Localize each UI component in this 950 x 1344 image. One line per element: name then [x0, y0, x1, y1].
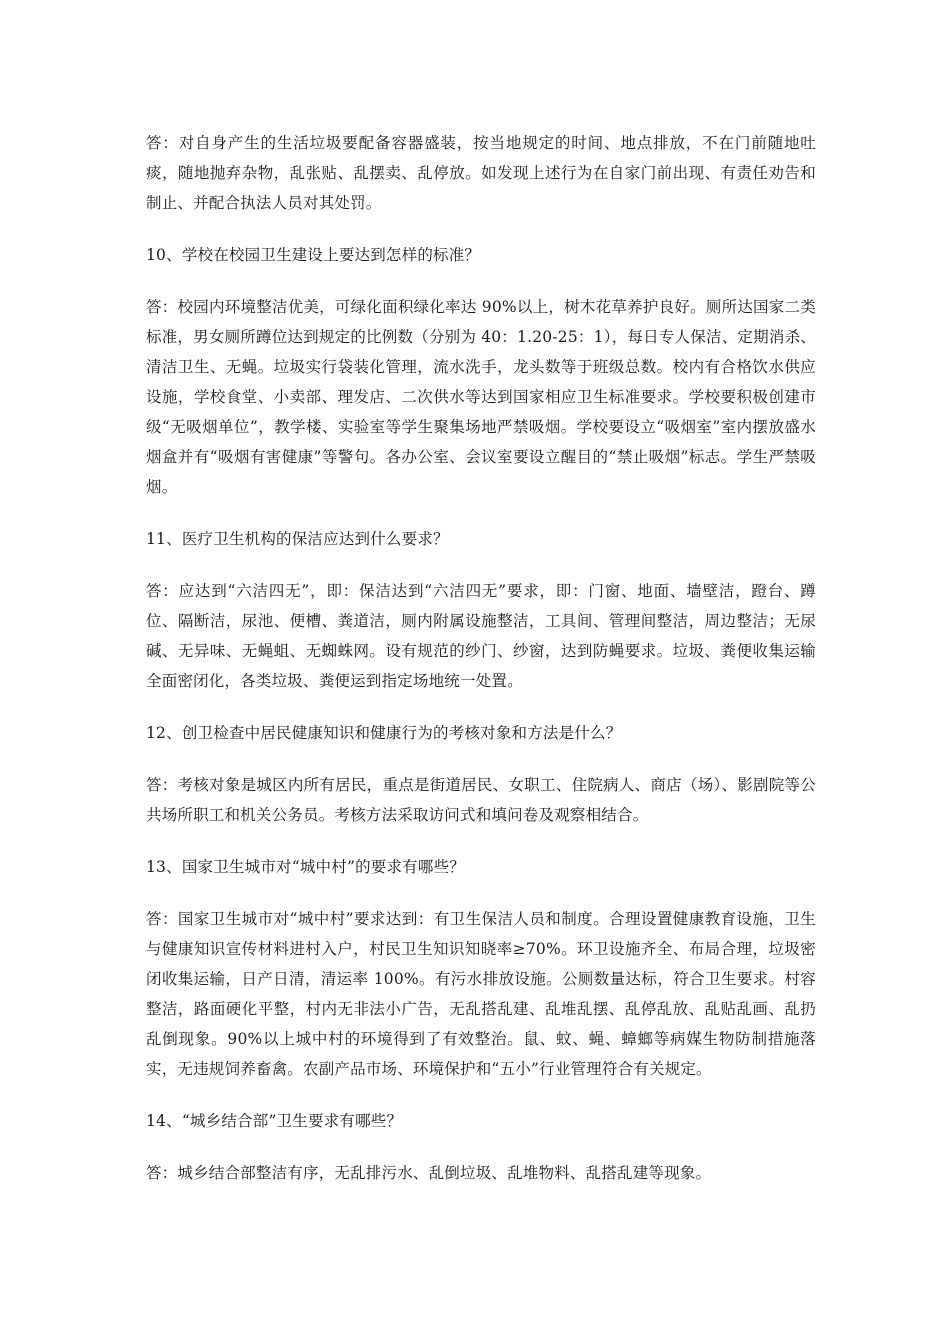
answer-paragraph-10: 答：校园内环境整洁优美，可绿化面积绿化率达 90%以上，树木花草养护良好。厕所达国家二类标准，男女厕所蹲位达到规定的比例数（分别为 40：1.20-25：1），每日专人保洁、定期消杀、清洁卫生、无蝇。垃圾实行袋装化管理，流水洗手，龙头数等于班级总数。校内有合格饮水供应设施，学校食堂、小卖部、理发店、二次供水等达到国家相应卫生标准要求。学校要积极创建市级“无吸烟单位”，教学楼、实验室等学生聚集场地严禁吸烟。学校要设立“吸烟室”室内摆放盛水烟盒并有“吸烟有害健康”等警句。各办公室、会议室要设立醒目的“禁止吸烟”标志。学生严禁吸烟。	[146, 298, 816, 496]
answer-paragraph-11: 答：应达到“六洁四无”，即：保洁达到“六洁四无”要求，即：门窗、地面、墙壁洁，蹬台、蹲位、隔断洁，尿池、便槽、粪道洁，厕内附属设施整洁，工具间、管理间整洁，周边整洁；无尿碱、无异味、无蝇蛆、无蜘蛛网。设有规范的纱门、纱窗，达到防蝇要求。垃圾、粪便收集运输全面密闭化，各类垃圾、粪便运到指定场地统一处置。	[146, 582, 816, 690]
question-12: 12、创卫检查中居民健康知识和健康行为的考核对象和方法是什么？	[146, 724, 622, 742]
question-10: 10、学校在校园卫生建设上要达到怎样的标准？	[146, 246, 481, 264]
answer-paragraph-13: 答：国家卫生城市对“城中村”要求达到：有卫生保洁人员和制度。合理设置健康教育设施，卫生与健康知识宣传材料进村入户，村民卫生知识知晓率≥70%。环卫设施齐全、布局合理，垃圾密闭收集运输，日产日清，清运率 100%。有污水排放设施。公厕数量达标，符合卫生要求。村容整洁，路面硬化平整，村内无非法小广告，无乱搭乱建、乱堆乱摆、乱停乱放、乱贴乱画、乱扔乱倒现象。90%以上城中村的环境得到了有效整治。鼠、蚊、蝇、蟑螂等病媒生物防制措施落实，无违规饲养畜禽。农副产品市场、环境保护和“五小”行业管理符合有关规定。	[146, 910, 816, 1078]
question-14: 14、“城乡结合部”卫生要求有哪些？	[146, 1112, 403, 1130]
answer-paragraph-12: 答：考核对象是城区内所有居民，重点是街道居民、女职工、住院病人、商店（场）、影剧院等公共场所职工和机关公务员。考核方法采取访问式和填问卷及观察相结合。	[146, 776, 816, 824]
answer-paragraph-9: 答：对自身产生的生活垃圾要配备容器盛装，按当地规定的时间、地点排放，不在门前随地吐痰，随地抛弃杂物，乱张贴、乱摆卖、乱停放。如发现上述行为在自家门前出现、有责任劝告和制止、并配合执法人员对其处罚。	[146, 134, 816, 212]
question-11: 11、医疗卫生机构的保洁应达到什么要求？	[146, 530, 449, 548]
question-13: 13、国家卫生城市对“城中村”的要求有哪些？	[146, 858, 465, 876]
answer-paragraph-14: 答：城乡结合部整洁有序，无乱排污水、乱倒垃圾、乱堆物料、乱搭乱建等现象。	[146, 1164, 712, 1182]
document-body	[146, 128, 816, 1188]
